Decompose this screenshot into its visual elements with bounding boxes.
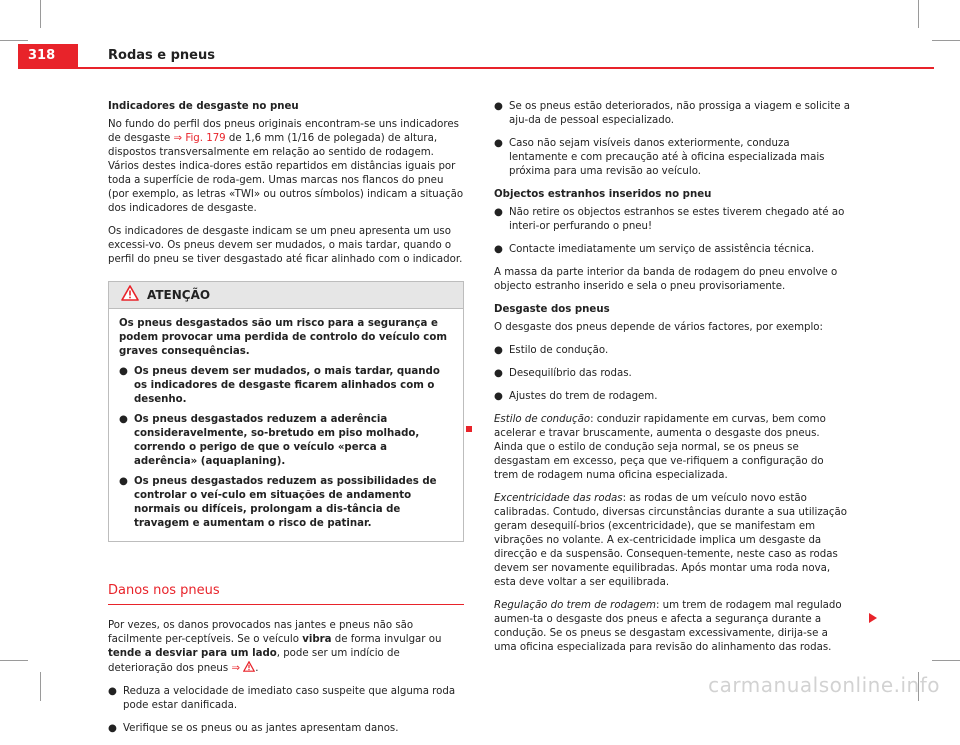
warning-triangle-icon (121, 285, 139, 306)
text: No fundo do perfil dos pneus originais encontram-se uns indicadores de desgaste (108, 119, 459, 144)
list-item (494, 344, 850, 367)
emphasis: vibra (302, 634, 332, 645)
bullet-icon: ● (108, 686, 117, 697)
foreign-heading: Objectos estranhos inseridos no pneu (494, 189, 712, 200)
text: Estilo de condução. (509, 345, 609, 356)
crop-mark (40, 672, 41, 701)
damage-heading: Danos nos pneus (108, 584, 464, 605)
crop-mark (918, 0, 919, 28)
wearout-intro: O desgaste dos pneus depende de vários factores, por exemplo: (494, 322, 823, 333)
text: Os pneus desgastados reduzem a aderência consideravelmente, so-bretudo em piso molhado, correndo o perigo de que o veículo «perca a aderência» (aquaplaning). (134, 414, 420, 467)
bullet-icon: ● (494, 138, 503, 149)
text: : conduzir rapidamente em curvas, bem como acelerar e travar bruscamente, aumenta o desgaste dos pneus. Ainda que o estilo de condução seja normal, se os pneus se desgastam em excesso, peça que ve-rifiquem a configuração do trem de rodagem numa oficina especializada. (494, 414, 826, 481)
text: , pode ser um indício de deterioração dos pneus (108, 648, 400, 674)
list-item (494, 206, 850, 243)
warning-intro: Os pneus desgastados são um risco para a segurança e podem provocar uma perdida de controlo do veículo com graves consequências. (119, 318, 447, 357)
bullet-icon: ● (119, 414, 128, 425)
text: : um trem de rodagem mal regulado aumen-ta o desgaste dos pneus e afecta a segurança durante a condução. Se os pneus se desgastam excessivamente, dirija-se a uma oficina especializada para revisão do alinhamento das rodas. (494, 600, 842, 653)
warning-title: ATENÇÃO (147, 288, 211, 302)
list-item (494, 367, 850, 390)
bullet-icon: ● (108, 723, 117, 734)
list-item (119, 365, 453, 413)
text: Os pneus devem ser mudados, o mais tardar, quando os indicadores de desgaste ficarem alinhados com o desenho. (134, 366, 440, 405)
bullet-icon: ● (494, 345, 503, 356)
bullet-icon: ● (494, 101, 503, 112)
warning-link[interactable]: ⇒ (231, 663, 240, 674)
wearout-heading: Desgaste dos pneus (494, 304, 610, 315)
bullet-icon: ● (494, 207, 503, 218)
term: Estilo de condução (494, 414, 591, 425)
wear-paragraph-1 (108, 118, 464, 216)
bullet-icon: ● (119, 366, 128, 377)
bullet-icon: ● (494, 244, 503, 255)
text: Ajustes do trem de rodagem. (509, 391, 658, 402)
crop-mark (0, 660, 28, 661)
list-item (494, 243, 850, 266)
figure-link[interactable]: ⇒ Fig. 179 (173, 133, 226, 144)
text: Os pneus desgastados reduzem as possibilidades de controlar o veí-culo em situações de andamento normais ou difíceis, prolongam a dis-tância de travagem e aumentam o risco de patinar. (134, 476, 437, 529)
style-paragraph (494, 413, 850, 483)
header-rule (18, 67, 934, 69)
continue-arrow-icon (868, 608, 878, 627)
bullet-icon: ● (494, 391, 503, 402)
regulation-paragraph (494, 599, 850, 655)
list-item (119, 475, 453, 537)
bullet-icon: ● (494, 368, 503, 379)
damage-paragraph: Por vezes, os danos provocados nas jantes e pneus não são facilmente per-ceptíveis. Se o veículo vibra de forma invulgar ou tende a desviar para um lado, pode ser um indício de deterioração dos pneus ⇒ . (108, 620, 442, 674)
warning-small-icon[interactable] (243, 663, 255, 674)
watermark: carmanualsonline.info (708, 673, 940, 697)
right-column (494, 100, 850, 664)
page-number: 318 (18, 44, 78, 68)
bullet-icon: ● (119, 476, 128, 487)
section-title: Rodas e pneus (108, 48, 215, 63)
left-column (108, 100, 464, 745)
term: Excentricidade das rodas (494, 493, 623, 504)
warning-box (108, 281, 464, 542)
text: Por vezes, os danos provocados nas jantes e pneus não são facilmente per-ceptíveis. Se o veículo (108, 620, 414, 645)
text: Reduza a velocidade de imediato caso suspeite que alguma roda pode estar danificada. (123, 686, 456, 711)
text: : as rodas de um veículo novo estão calibradas. Contudo, diversas circunstâncias durante a sua utilização geram desequilí-brios (excentricidade), que se manifestam em vibrações no volante. A ex-centricidade implica um desgaste da direcção e da suspensão. Consequen-temente, neste caso as rodas devem ser novamente equilibradas. Após montar uma roda nova, esta deve voltar a ser equilibrada. (494, 493, 847, 588)
list-item (108, 685, 464, 722)
crop-mark (932, 660, 960, 661)
text: Verifique se os pneus ou as jantes apresentam danos. (123, 723, 399, 734)
text: Não retire os objectos estranhos se estes tiverem chegado até ao interi-or perfurando o pneu! (509, 207, 845, 232)
foreign-paragraph: A massa da parte interior da banda de rodagem do pneu envolve o objecto estranho inserido e sela o pneu provisoriamente. (494, 267, 838, 292)
wear-paragraph-2: Os indicadores de desgaste indicam se um pneu apresenta um uso excessi-vo. Os pneus devem ser mudados, o mais tardar, quando o perfil do pneu se tiver desgastado até ficar alinhado com o indicador. (108, 226, 463, 265)
crop-mark (0, 40, 28, 41)
text: de forma invulgar ou (331, 634, 442, 645)
list-item (494, 137, 850, 188)
term: Regulação do trem de rodagem (494, 600, 656, 611)
eccentricity-paragraph (494, 492, 850, 590)
emphasis: tende a desviar para um lado (108, 648, 277, 659)
warning-body (109, 309, 463, 541)
list-item (494, 100, 850, 137)
crop-mark (932, 40, 960, 41)
text: Desequilíbrio das rodas. (509, 368, 632, 379)
warning-header (109, 282, 463, 309)
list-item (119, 413, 453, 475)
wear-heading: Indicadores de desgaste no pneu (108, 101, 299, 112)
text: Caso não sejam visíveis danos exteriormente, conduza lentamente e com precaução até à oficina especializada mais próxima para uma revisão ao veículo. (509, 138, 825, 177)
list-item (494, 390, 850, 413)
crop-mark (40, 0, 41, 28)
text: Se os pneus estão deteriorados, não prossiga a viagem e solicite a aju-da de pessoal especializado. (509, 101, 850, 126)
text: Contacte imediatamente um serviço de assistência técnica. (509, 244, 815, 255)
list-item (108, 722, 464, 745)
text: de 1,6 mm (1/16 de polegada) de altura, dispostos transversalmente em relação ao sentido de rodagem. Vários destes indica-dores estão repartidos em distâncias iguais por toda a superfície de roda-gem. Umas marcas nos flancos do pneu (por exemplo, as letras «TWI» ou outros símbolos) indicam a situação dos indicadores de desgaste. (108, 133, 464, 214)
section-end-mark (466, 426, 472, 432)
